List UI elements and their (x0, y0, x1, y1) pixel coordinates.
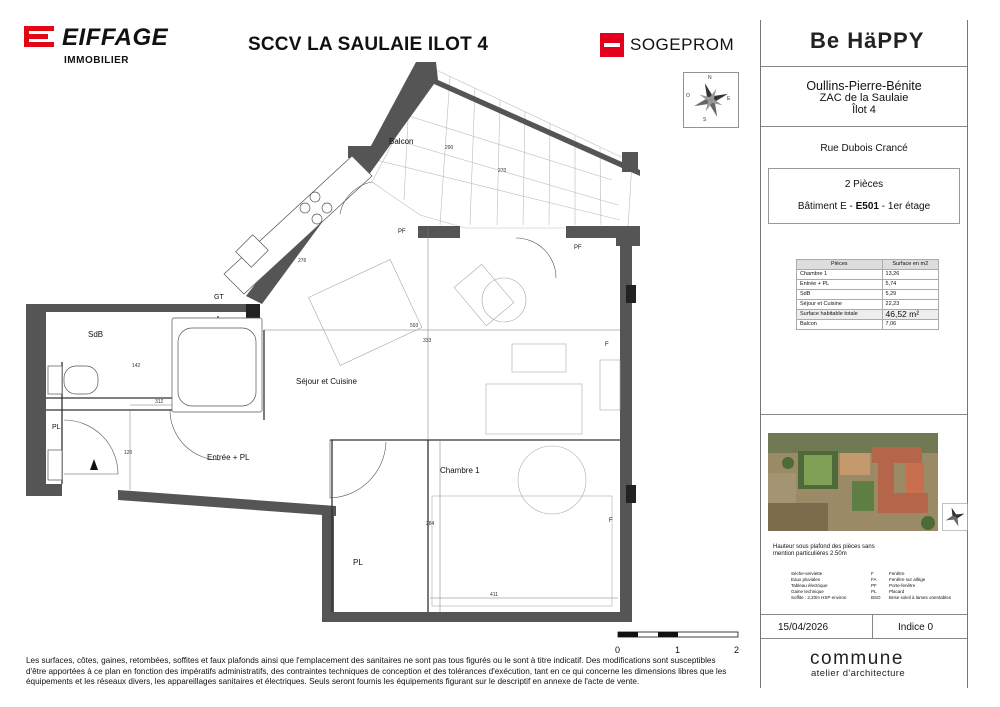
room-chambre: Chambre 1 (440, 466, 480, 475)
eiffage-subtitle: IMMOBILIER (64, 55, 129, 66)
cell-surface: 22,23 (882, 300, 938, 310)
cell-piece: Balcon (797, 320, 883, 330)
entry-arrow-icon (90, 459, 98, 470)
dim-7: 142 (132, 363, 141, 369)
footer-divider (872, 614, 873, 638)
dim-6: 312 (155, 399, 164, 405)
legend-value: Soffite : 2,20m HSP environ (791, 595, 847, 600)
room-entree: Entrée + PL (207, 453, 250, 462)
legend-key: FA (871, 577, 877, 582)
cell-surface: 5,29 (882, 290, 938, 300)
legend-key: BSO (871, 595, 881, 600)
room-sdb: SdB (88, 330, 104, 339)
compass-o: O (686, 93, 690, 99)
cell-total-value: 46,52 m² (882, 310, 938, 320)
room-gt: GT (214, 294, 224, 301)
room-balcon: Balcon (389, 137, 414, 146)
table-row (797, 270, 939, 280)
location-block (760, 80, 968, 116)
label-pf-2: PF (574, 245, 582, 251)
surface-table (796, 259, 939, 330)
street-name: Rue Dubois Crancé (820, 143, 908, 154)
scale-label-0: 0 (615, 645, 621, 655)
compass-n: N (708, 75, 712, 81)
table-row (797, 300, 939, 310)
legend-value: Placard (889, 589, 905, 594)
cell-surface: 13,26 (882, 270, 938, 280)
table-row (797, 290, 939, 300)
scale-bar (618, 632, 738, 637)
cell-total-label: Surface habitable totale (797, 310, 883, 320)
dim-2: 270 (498, 168, 507, 174)
room-pl-1: PL (353, 558, 363, 567)
scale-label-1: 1 (675, 645, 681, 655)
dim-1: 290 (445, 145, 454, 151)
program-box (768, 168, 960, 224)
legend-value: Gaine technique (791, 589, 824, 594)
kitchen (224, 156, 372, 294)
cell-surface: 5,74 (882, 280, 938, 290)
program-batiment (769, 201, 959, 212)
room-pl-2: PL (52, 424, 61, 431)
sogeprom-name: SOGEPROM (630, 35, 735, 54)
legend-value: Tableau électrique (791, 583, 828, 588)
eiffage-name: EIFFAGE (62, 24, 169, 51)
dim-10: 411 (490, 592, 498, 598)
legend-value: Sèche-serviette (791, 571, 823, 576)
scale-label-2: 2 (734, 645, 740, 655)
compass-s: S (703, 117, 707, 123)
dim-9: 284 (426, 521, 435, 527)
table-row-total (797, 310, 939, 320)
behappy-logo: Be HäPPY (810, 28, 925, 53)
compass-e: E (727, 96, 731, 102)
dim-4: 593 (410, 323, 419, 329)
legend-value: Brise soleil à lames orientables (889, 595, 952, 600)
disclaimer: Les surfaces, côtes, gaines, retombées, soffites et faux plafonds ainsi que l'emplacement des sanitaires ne sont pas tous figurés ou le sont à titre indicatif. Des modifications sont susceptibles d'être apportées à ce plan en fonction des impératifs administratifs, des contraintes techniques de conception et des tolérances d'exécution, tant en ce qui concerne les dimensions libres que les équipements et les réseaux divers, les appareillages sanitaires et électriques. Seuls seront fournis les équipements figurant sur le descriptif en annexe de l'acte de vente. (26, 656, 727, 686)
dimension-lines (130, 228, 620, 612)
table-row (797, 280, 939, 290)
compass-small-icon (942, 503, 968, 531)
cell-piece: Séjour et Cuisine (797, 300, 883, 310)
location-ilot: Îlot 4 (852, 104, 876, 116)
program-type: 2 Pièces (844, 179, 884, 190)
location-city: Oullins-Pierre-Bénite (806, 79, 922, 93)
label-f-2: F (609, 518, 613, 524)
cell-surface: 7,06 (882, 320, 938, 330)
location-zac: ZAC de la Saulaie (819, 92, 909, 104)
th-surface: Surface en m2 (882, 260, 938, 270)
cell-piece: SdB (797, 290, 883, 300)
cell-piece: Entrée + PL (797, 280, 883, 290)
plan-date: 15/04/2026 (778, 622, 829, 633)
legend-value: Eaux pluviales (791, 577, 821, 582)
commune-subtitle: atelier d'architecture (811, 668, 906, 679)
legend-key: PF (871, 583, 877, 588)
batiment-suffix: - 1er étage (879, 201, 931, 212)
legend (773, 571, 951, 601)
furniture (309, 259, 620, 606)
legend-key: PL (871, 589, 877, 594)
legend-value: Porte-fenêtre (889, 583, 916, 588)
legend-value: Fenêtre (889, 571, 905, 576)
label-f-1: F (605, 342, 609, 348)
lot-number: E501 (855, 201, 879, 212)
batiment-prefix: Bâtiment E - (797, 201, 856, 212)
legend-key: F (871, 571, 874, 576)
legend-value: Fenêtre sur allège (889, 577, 926, 582)
page-title: SCCV LA SAULAIE ILOT 4 (248, 34, 489, 55)
cell-piece: Chambre 1 (797, 270, 883, 280)
label-pf-1: PF (398, 229, 406, 235)
commune-logo: commune (810, 648, 904, 669)
dim-8: 120 (124, 450, 133, 456)
room-sejour: Séjour et Cuisine (296, 377, 357, 386)
aerial-view-image (768, 433, 938, 531)
hsp-note: Hauteur sous plafond des pièces sans mention particulières 2.50m (773, 544, 875, 557)
table-row (797, 320, 939, 330)
plan-indice: Indice 0 (898, 622, 934, 633)
dim-3: 276 (298, 258, 307, 264)
th-piece: Pièces (797, 260, 883, 270)
legend-key (773, 595, 791, 601)
dim-5: 333 (423, 338, 432, 344)
